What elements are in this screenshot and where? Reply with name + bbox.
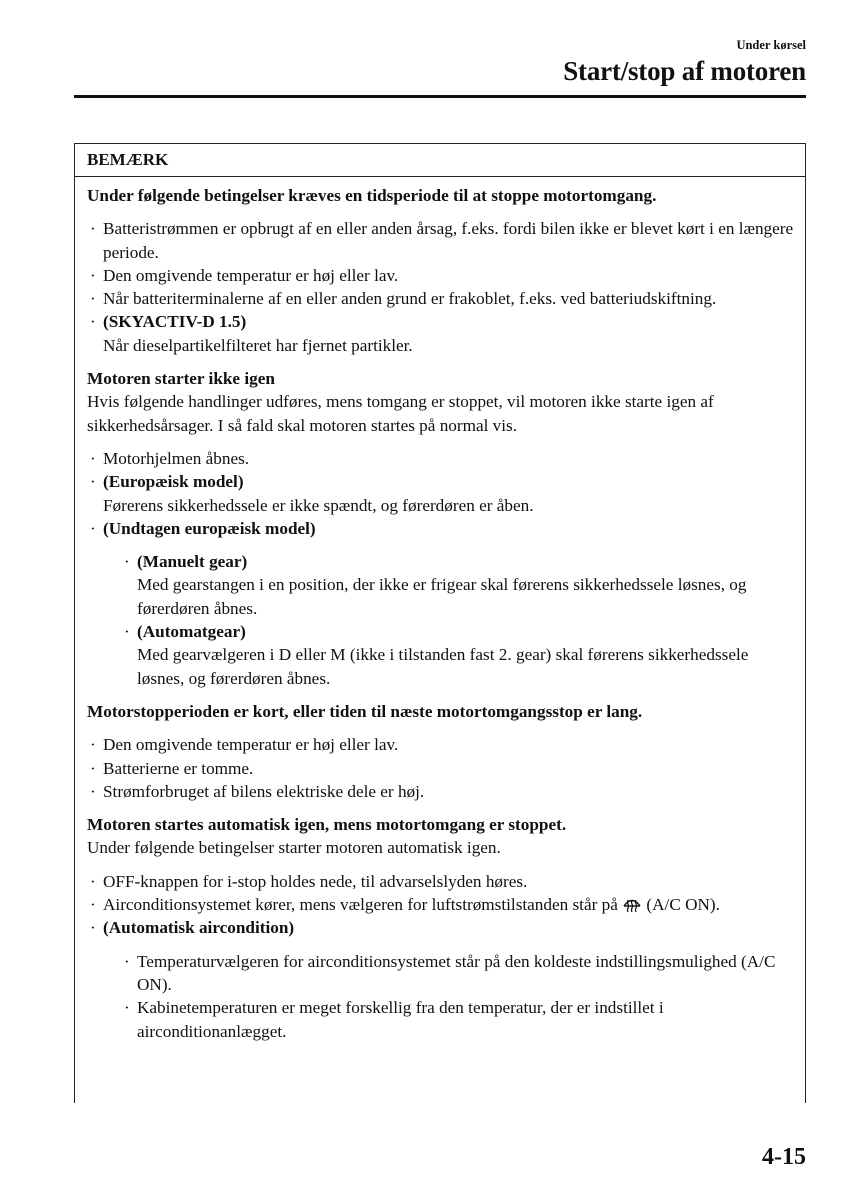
item-title: (Automatgear) — [137, 622, 246, 642]
list-item — [87, 893, 795, 916]
list-item: · Batteristrømmen er opbrugt af en eller anden årsag, f.eks. fordi bilen ikke er blevet kørt i en længere periode. — [87, 217, 795, 264]
list-item: · Når batteriterminalerne af en eller anden grund er frakoblet, f.eks. ved batteriudskiftning. — [87, 287, 795, 310]
title-rule — [74, 95, 806, 98]
section-label: Under kørsel — [736, 38, 806, 52]
item-text: Airconditionsystemet kører, mens vælgeren for luftstrømstilstanden står på — [103, 895, 618, 915]
note-body — [75, 178, 805, 1043]
item-text: Førerens sikkerhedssele er ikke spændt, og førerdøren er åben. — [103, 495, 534, 515]
no-restart-intro: Hvis følgende handlinger udføres, mens tomgang er stoppet, vil motoren ikke starte igen af sikkerhedsårsager. I så fald skal motoren startes på normal vis. — [87, 392, 714, 435]
no-restart-list — [87, 447, 795, 690]
item-title: (Manuelt gear) — [137, 552, 248, 572]
list-item: · Batterierne er tomme. — [87, 757, 795, 780]
auto-restart-intro: Under følgende betingelser starter motoren automatisk igen. — [87, 838, 501, 858]
idle-stop-delay-heading: Under følgende betingelser kræves en tidsperiode til at stoppe motortomgang. — [87, 186, 657, 205]
no-restart-heading: Motoren starter ikke igen — [87, 369, 275, 389]
page-number: 4-15 — [762, 1144, 806, 1170]
item-text: (A/C ON). — [646, 895, 720, 915]
item-title: (Undtagen europæisk model) — [103, 518, 316, 538]
item-text: Med gearvælgeren i D eller M (ikke i tilstanden fast 2. gear) skal førerens sikkerhedssele løsnes, og førerdøren åbnes. — [137, 645, 749, 688]
item-title: (Automatisk aircondition) — [103, 918, 295, 938]
list-item: · OFF-knappen for i-stop holdes nede, til advarselslyden høres. — [87, 870, 795, 893]
note-box — [74, 143, 806, 1103]
note-label: BEMÆRK — [75, 144, 805, 177]
windshield-defroster-icon — [622, 896, 642, 913]
item-title: (SKYACTIV-D 1.5) — [103, 312, 247, 332]
list-item: · Strømforbruget af bilens elektriske dele er høj. — [87, 780, 795, 803]
auto-restart-list — [87, 870, 795, 1043]
list-item — [121, 620, 795, 690]
list-item — [87, 916, 795, 1042]
nested-list — [103, 550, 795, 690]
list-item: · Temperaturvælgeren for airconditionsystemet står på den koldeste indstillingsmulighed (A/C ON). — [121, 950, 795, 997]
list-item — [87, 470, 795, 517]
idle-stop-delay-list — [87, 217, 795, 357]
item-text: Med gearstangen i en position, der ikke er frigear skal førerens sikkerhedssele løsnes, og førerdøren åbnes. — [137, 575, 747, 618]
list-item: · Kabinetemperaturen er meget forskellig fra den temperatur, der er indstillet i airconditionanlægget. — [121, 996, 795, 1043]
list-item: · Motorhjelmen åbnes. — [87, 447, 795, 470]
item-title: (Europæisk model) — [103, 472, 244, 492]
short-stop-list — [87, 733, 795, 803]
list-item — [87, 517, 795, 690]
item-text: Når dieselpartikelfilteret har fjernet partikler. — [103, 335, 413, 355]
list-item: · Den omgivende temperatur er høj eller lav. — [87, 733, 795, 756]
nested-list — [103, 950, 795, 1043]
auto-restart-heading: Motoren startes automatisk igen, mens motortomgang er stoppet. — [87, 815, 567, 835]
list-item: · Den omgivende temperatur er høj eller lav. — [87, 264, 795, 287]
page-title: Start/stop af motoren — [563, 56, 806, 86]
list-item — [87, 310, 795, 357]
short-stop-heading: Motorstopperioden er kort, eller tiden til næste motortomgangsstop er lang. — [87, 701, 643, 721]
list-item — [121, 550, 795, 620]
